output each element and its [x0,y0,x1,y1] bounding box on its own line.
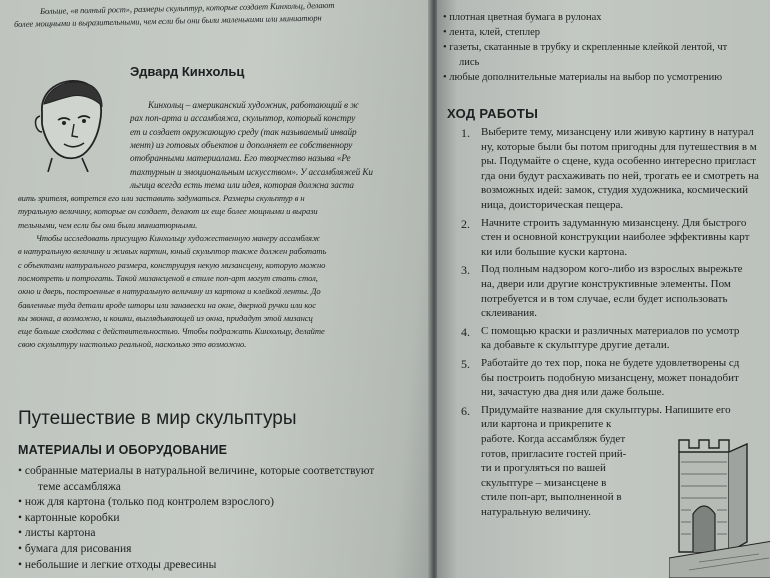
step-line: ну, которые были бы потом пригодны для путешествия в м [481,140,757,153]
material-item: • нож для картона (только под контролем взрослого) [18,496,274,509]
step-line: готов, пригласите гостей прий- [481,447,627,460]
bio-line: тельными, чем если бы они были миниатюрными. [18,219,198,230]
step-line: скульптуре – мизансцене в [481,476,607,489]
bio-line: бавленные туда детали вроде шторы или занавески на окне, дверной ручки или кос [18,299,316,310]
step-line: стен и основной конструкции наиболее эффективны карт [481,231,750,244]
bio-line: тахтурнын и эмоциональным искусством». У ассамбляжей Ки [130,166,373,177]
steps-heading: ХОД РАБОТЫ [447,106,539,121]
step-line: возможных идей: замок, студия художника, космический [481,184,748,197]
material-item: • лента, клей, степлер [443,27,540,38]
step-line: стиле поп-арт, выполненной в [481,491,622,504]
step-line: на, двери или другие конструктивные элементы. Пом [481,278,731,290]
bio-line: вить зрителя, вотрется его или заставить задуматься. Размеры скульптур в н [18,193,305,204]
step-number: 2. [461,216,470,231]
right-page [437,0,770,578]
step-line: или картона и прикрепите к [481,418,612,431]
step-line: ры. Подумайте о сцене, куда особенно интересно пригласт [481,155,756,168]
step-line: Придумайте название для скульптуры. Напишите его [481,403,731,416]
material-item: лись [459,57,480,68]
portrait-illustration [22,72,114,172]
bio-line: с объектами натурального размера, конструируя некую мизансцену, которую можно [18,259,326,270]
bio-line: Кинхольц – американский художник, работающий в ж [148,100,359,110]
step-line: склеивания. [481,307,537,320]
artist-name: Эдвард Кинхольц [130,64,245,79]
bio-line: ет и создает окружающую среду (так называемый инвайр [130,126,357,137]
material-item: • картонные коробки [18,511,120,524]
castle-tower-illustration [669,422,770,578]
material-item: • листы картона [18,527,96,540]
material-item: • любые дополнительные материалы на выбор по усмотрению [443,72,723,83]
step-line: Под полным надзором кого-либо из взрослых вырежьте [481,263,743,276]
step-number: 1. [461,126,470,140]
step-line: Начните строить задуманную мизансцену. Для быстрого [481,216,747,229]
step-line: бы построить подобную мизансцену, может понадобит [481,371,739,384]
bio-line: Чтобы исследовать присущую Кинхольцу художественную манеру ассамбляж [36,233,320,243]
bio-line: рах поп-арта и ассамбляжа, скульптор, который констру [130,113,356,124]
step-line: ки или большие куски картона. [481,245,628,258]
step-line: потребуется и в том случае, если будет использовать [481,292,728,305]
step-line: гда они будут расхаживать по ней, трогать ее и смотреть на [481,169,759,182]
bio-line: в натуральную величину и живых картин, юный скульптор также должен работать [18,246,327,257]
bio-line: туральную величину, которые он создает, делают их еще более мощными и вырази [18,206,318,217]
bio-line: еще больше сходства с действительностью. Чтобы подражать Кинхольцу, делайте [18,326,325,337]
bio-line: окно и дверь, построенные в натуральную величину из картона и клейкой ленты. До [18,286,321,297]
step-number: 4. [461,324,470,339]
step-line: ни, зачастую два дня или даже больше. [481,386,665,399]
intro-line: более мощными и выразительными, чем если бы они были маленькими или миниатюрн [13,12,322,29]
materials-heading: МАТЕРИАЛЫ И ОБОРУДОВАНИЕ [18,443,228,457]
material-item: • небольшие и легкие отходы древесины [18,558,217,571]
bio-line: кы звонка, а возможно, и кошки, выглядывающей из окна, придадут этой мизансц [18,312,313,323]
step-line: ница, доисторическая пещера. [481,199,624,211]
material-item: • собранные материалы в натуральной величине, которые соответствуют [18,465,375,477]
bio-line: отобранными материалами. Его творчество называ «Ре [130,153,351,164]
step-line: Выберите тему, мизансцену или живую картину в натурал [481,126,754,138]
step-line: ти и прогуляться по вашей [481,462,606,475]
step-number: 5. [461,357,470,371]
step-line: С помощью краски и различных материалов по усмотр [481,324,740,337]
step-line: натуральную величину. [481,506,591,518]
material-item: теме ассамбляжа [38,480,121,493]
step-line: работе. Когда ассамбляж будет [481,433,626,445]
material-item: • бумага для рисования [18,543,132,555]
bio-line: льгица всегда есть тема или идея, которая должна заста [130,179,354,190]
step-number: 6. [461,403,470,418]
intro-line: Больше, «в полный рост», размеры скульптур, которые создает Кинхольц, делают [39,0,335,16]
bio-line: свою скульптуру настолько реальной, насколько это возможно. [18,339,247,350]
step-number: 3. [461,263,470,278]
step-line: Работайте до тех пор, пока не будете удовлетворены сд [481,357,740,369]
bio-line: мент) из готовых объектов и дополняет ее собственнору [130,139,353,150]
material-item: • плотная цветная бумага в рулонах [443,12,602,23]
material-item: • газеты, скатанные в трубку и скрепленные клейкой лентой, чт [443,42,728,53]
step-line: ка добавьте к скульптуре другие детали. [481,339,670,352]
bio-line: посмотреть и потрогать. Такой мизансценой в стиле поп-арт могут стать стол, [18,272,318,283]
section-title: Путешествие в мир скульптуры [18,408,297,429]
